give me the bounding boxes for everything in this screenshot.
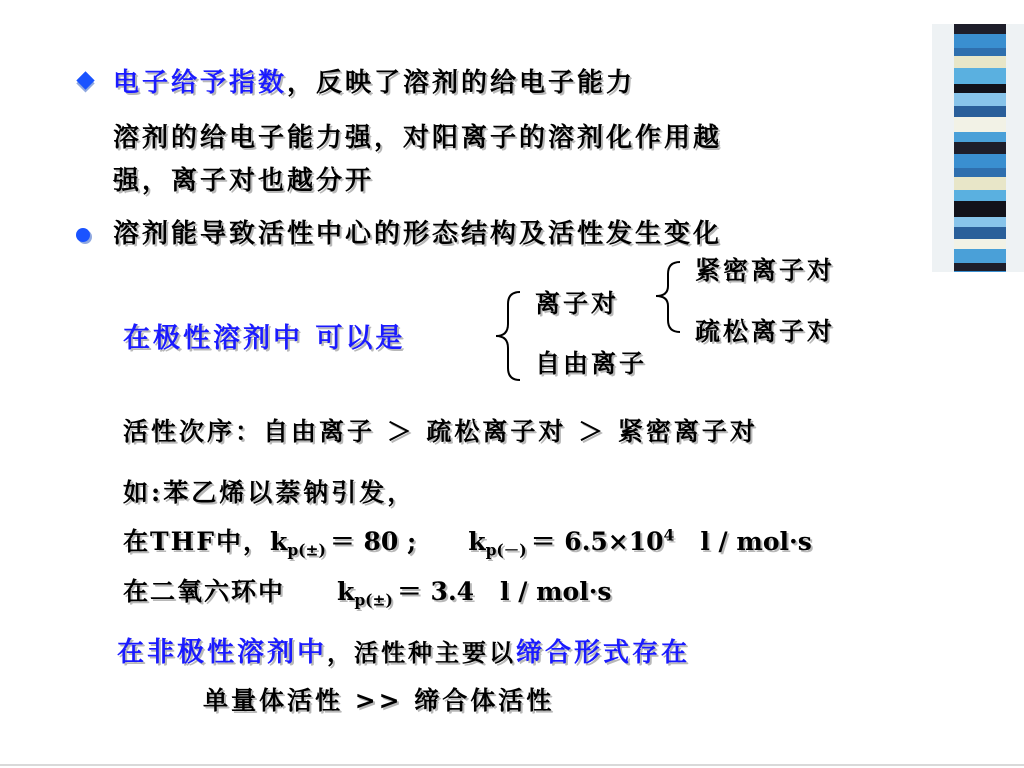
unit-2: l / mol·s xyxy=(500,577,612,606)
dioxane-prefix: 在二氧六环中 xyxy=(123,577,286,606)
k-symbol-2: k xyxy=(468,527,486,556)
thf-prefix: 在THF中， xyxy=(123,527,270,556)
activity-order-line: 活性次序：自由离子 ＞ 疏松离子对 ＞ 紧密离子对 xyxy=(123,417,758,446)
circle-bullet-icon xyxy=(76,228,90,242)
nonpolar-middle: ，活性种主要以 xyxy=(327,638,516,667)
unit-1: l / mol·s xyxy=(700,527,812,556)
striped-band-decoration xyxy=(932,24,1024,272)
bullet-2-text: 溶剂能导致活性中心的形态结构及活性发生变化 xyxy=(113,219,723,249)
tight-ion-pair-label: 紧密离子对 xyxy=(695,256,836,285)
electron-donor-index-term: 电子给予指数 xyxy=(113,68,288,98)
dioxane-rate-line xyxy=(123,572,612,609)
polar-solvent-label: 在极性溶剂中 可以是 xyxy=(123,323,406,354)
subscript-pm-2: p(±) xyxy=(354,590,393,610)
thf-rate-line xyxy=(123,522,812,560)
bullet-1-rest: ，反映了溶剂的给电子能力 xyxy=(287,68,636,98)
nonpolar-solvent-term: 在非极性溶剂中 xyxy=(117,637,327,668)
bullet-1-line-2: 溶剂的给电子能力强，对阳离子的溶剂化作用越 xyxy=(113,123,723,153)
thf-minus-value: ＝ 6.5×10 xyxy=(530,527,664,556)
subscript-minus: p(－) xyxy=(485,540,527,560)
k-symbol-3: k xyxy=(337,577,355,606)
loose-ion-pair-label: 疏松离子对 xyxy=(695,317,836,346)
bullet-1-line-3: 强，离子对也越分开 xyxy=(113,166,375,196)
diamond-bullet-icon xyxy=(76,71,94,89)
bullet-1-line-1 xyxy=(113,62,635,99)
free-ion-label: 自由离子 xyxy=(535,349,648,378)
associated-form-term: 缔合形式存在 xyxy=(516,638,691,668)
subscript-pm-1: p(±) xyxy=(287,540,326,560)
small-brace-icon xyxy=(656,262,680,332)
exponent: 4 xyxy=(663,525,675,545)
monomer-vs-associate-line: 单量体活性 >> 缔合体活性 xyxy=(203,686,555,715)
large-brace-icon xyxy=(496,292,520,380)
example-intro: 如:苯乙烯以萘钠引发， xyxy=(123,478,416,507)
ion-pair-label: 离子对 xyxy=(535,289,620,318)
k-symbol-1: k xyxy=(269,527,288,556)
thf-pm-value: ＝ 80 ; xyxy=(329,527,417,556)
dioxane-value: ＝ 3.4 xyxy=(396,577,475,606)
nonpolar-line xyxy=(117,630,690,669)
footer-divider xyxy=(0,764,1024,766)
